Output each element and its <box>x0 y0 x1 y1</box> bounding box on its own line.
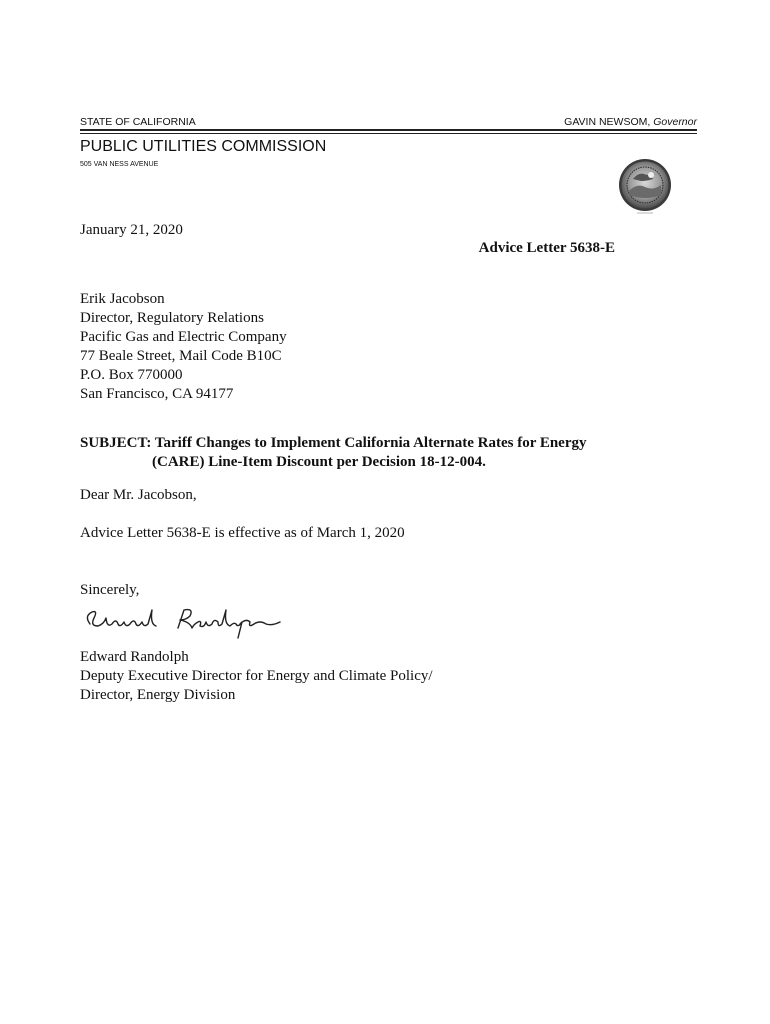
advice-letter-reference: Advice Letter 5638-E <box>478 240 615 256</box>
signatory-name: Edward Randolph <box>80 649 189 665</box>
signatory-block <box>80 648 433 705</box>
handwritten-signature <box>80 602 290 642</box>
recipient-line: 77 Beale Street, Mail Code B10C <box>80 348 282 364</box>
letterhead-rule-thick <box>80 129 697 131</box>
letter-body: Advice Letter 5638-E is effective as of March 1, 2020 <box>80 525 405 541</box>
closing: Sincerely, <box>80 582 140 598</box>
signatory-title: Deputy Executive Director for Energy and Climate Policy/ <box>80 668 433 684</box>
state-seal-icon <box>617 157 673 217</box>
recipient-line: Director, Regulatory Relations <box>80 310 264 326</box>
subject-line-2: (CARE) Line-Item Discount per Decision 18-12-004. <box>152 454 486 470</box>
letter-date: January 21, 2020 <box>80 222 183 238</box>
agency-address: 505 VAN NESS AVENUE <box>80 161 159 168</box>
governor-name: GAVIN NEWSOM, <box>564 116 654 128</box>
recipient-line: San Francisco, CA 94177 <box>80 386 234 402</box>
subject-block <box>80 434 640 472</box>
salutation: Dear Mr. Jacobson, <box>80 487 197 503</box>
subject-line-1: SUBJECT: Tariff Changes to Implement California Alternate Rates for Energy <box>80 435 587 451</box>
letterhead-top-line <box>80 115 697 129</box>
state-name: STATE OF CALIFORNIA <box>80 116 196 128</box>
recipient-line: P.O. Box 770000 <box>80 367 183 383</box>
recipient-line: Erik Jacobson <box>80 291 165 307</box>
recipient-line: Pacific Gas and Electric Company <box>80 329 287 345</box>
signatory-title: Director, Energy Division <box>80 687 236 703</box>
governor-title: Governor <box>653 116 697 128</box>
agency-name: PUBLIC UTILITIES COMMISSION <box>80 138 327 155</box>
governor-line <box>564 115 697 129</box>
letterhead-rule-thin <box>80 133 697 134</box>
recipient-address-block <box>80 290 287 404</box>
